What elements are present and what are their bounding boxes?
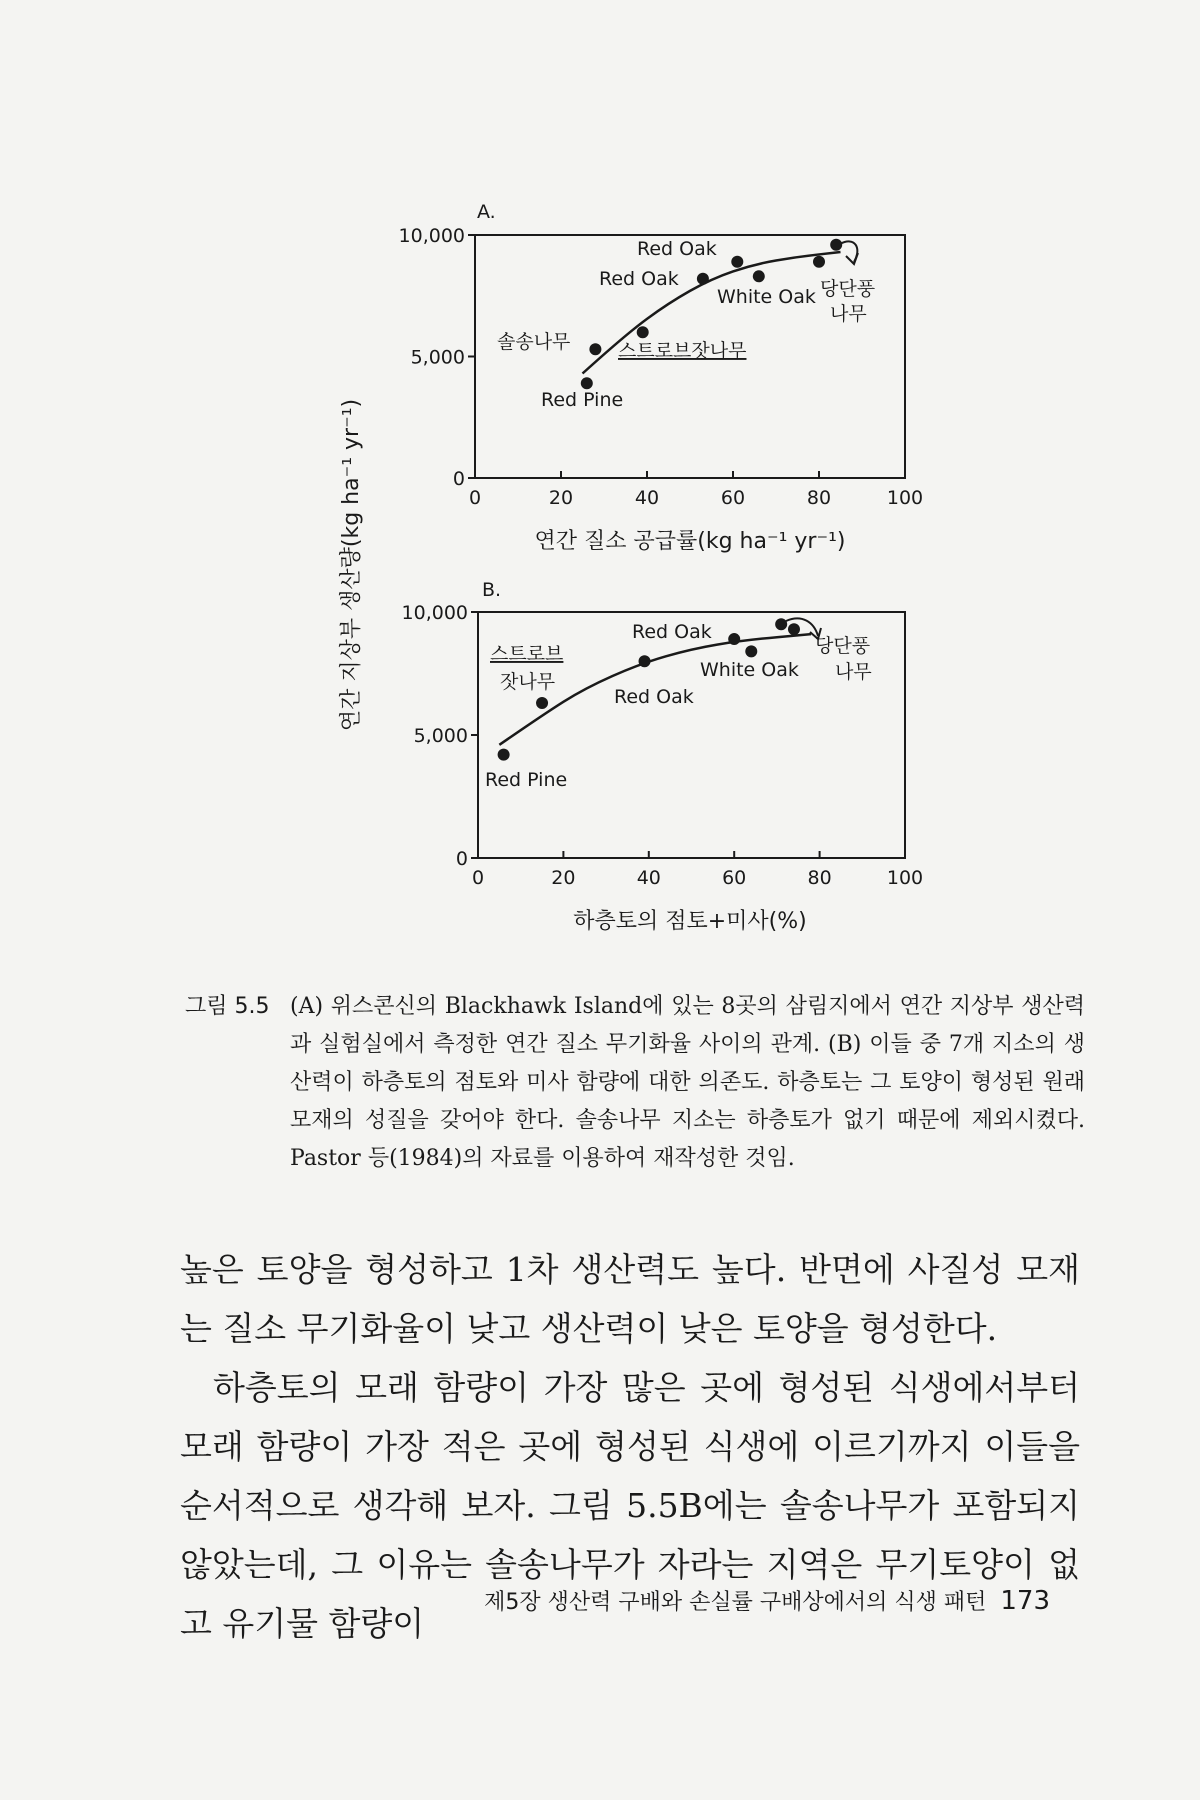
x-tick-label: 40 — [634, 487, 660, 509]
paragraph: 하층토의 모래 함량이 가장 많은 곳에 형성된 식생에서부터 모래 함량이 가장 적은 곳에 형성된 식생에 이르기까지 이들을 순서적으로 생각해 보자. 그림 5.5B에는 솔송나무가 포함되지 않았는데, 그 이유는 솔송나무가 자라는 지역은 무기토양이 없고 유기물 함량이 — [180, 1368, 1080, 1643]
x-tick-label: 100 — [886, 487, 924, 509]
panel-a-label: A. — [477, 201, 496, 223]
page-footer — [390, 1585, 1050, 1616]
annotation-white-oak: White Oak — [717, 286, 816, 308]
annotation-sugar-maple-2: 나무 — [835, 661, 872, 683]
x-tick-label: 60 — [722, 867, 747, 889]
y-tick-label: 10,000 — [398, 225, 465, 247]
x-tick-label: 80 — [806, 487, 832, 509]
panel-a-x-axis-label: 연간 질소 공급률(kg ha⁻¹ yr⁻¹) — [534, 529, 846, 554]
x-tick-label: 0 — [471, 867, 485, 889]
y-tick-label: 0 — [455, 848, 468, 870]
page-number: 173 — [1000, 1586, 1050, 1616]
x-tick-label: 20 — [548, 487, 574, 509]
annotation-red-pine: Red Pine — [485, 769, 568, 791]
x-tick-label: 20 — [551, 867, 576, 889]
panel-b-label: B. — [482, 579, 502, 601]
annotation-sugar-maple: 당단풍 — [820, 278, 876, 300]
panel-b-x-axis-label: 하층토의 점토+미사(%) — [573, 909, 807, 934]
annotation-red-oak-1: Red Oak — [614, 686, 694, 708]
data-point — [697, 273, 709, 285]
x-tick-label: 100 — [886, 867, 924, 889]
figure-caption — [185, 988, 1085, 1178]
data-point — [498, 749, 510, 761]
x-tick-label: 40 — [636, 867, 661, 889]
y-tick-label: 10,000 — [401, 602, 468, 624]
panel-a — [399, 201, 924, 554]
y-tick-label: 0 — [452, 468, 465, 490]
caption-label: 그림 5.5 — [185, 994, 270, 1019]
data-point — [745, 645, 757, 657]
data-point — [731, 256, 743, 268]
data-point — [753, 270, 765, 282]
data-point — [830, 239, 842, 251]
chapter-title: 제5장 생산력 구배와 손실률 구배상에서의 식생 패턴 — [484, 1590, 987, 1615]
annotation-red-oak-1: Red Oak — [599, 268, 679, 290]
annotation-white-oak: White Oak — [700, 659, 799, 681]
annotation-red-pine: Red Pine — [541, 389, 624, 411]
data-point — [581, 377, 593, 389]
data-point — [728, 633, 740, 645]
y-axis-label: 연간 지상부 생산량(kg ha⁻¹ yr⁻¹) — [339, 398, 364, 732]
x-tick-label: 60 — [720, 487, 746, 509]
data-point — [813, 256, 825, 268]
annotation-white-pine-2: 잣나무 — [500, 671, 556, 693]
annotation-sugar-maple-2: 나무 — [830, 303, 867, 325]
annotation-white-pine: 스트로브 — [490, 643, 564, 665]
y-tick-label: 5,000 — [413, 725, 468, 747]
data-point — [589, 343, 601, 355]
x-tick-label: 0 — [468, 487, 482, 509]
x-tick-label: 80 — [807, 867, 832, 889]
data-point — [775, 618, 787, 630]
annotation-white-pine: 스트로브잣나무 — [618, 340, 747, 362]
panel-b — [402, 579, 924, 934]
annotation-hemlock: 솔송나무 — [497, 331, 571, 353]
annotation-red-oak-2: Red Oak — [637, 238, 717, 260]
data-point — [639, 655, 651, 667]
annotation-red-oak-2: Red Oak — [632, 621, 712, 643]
data-point — [788, 623, 800, 635]
annotation-sugar-maple: 당단풍 — [815, 635, 871, 657]
data-point — [637, 326, 649, 338]
caption-text: (A) 위스콘신의 Blackhawk Island에 있는 8곳의 삼림지에서 연간 지상부 생산력과 실험실에서 측정한 연간 질소 무기화율 사이의 관계. (B) 이들 중 7개 지소의 생산력이 하층토의 점토와 미사 함량에 대한 의존도. 하층토는 그 토양이 형성된 원래 모재의 성질을 갖어야 한다. 솔송나무 지소는 하층토가 없기 때문에 제외시켰다. Pastor 등(1984)의 자료를 이용하여 재작성한 것임. — [290, 994, 1085, 1171]
paragraph: 높은 토양을 형성하고 1차 생산력도 높다. 반면에 사질성 모재는 질소 무기화율이 낮고 생산력이 낮은 토양을 형성한다. — [180, 1250, 1080, 1348]
y-tick-label: 5,000 — [410, 346, 465, 369]
data-point — [536, 697, 548, 709]
